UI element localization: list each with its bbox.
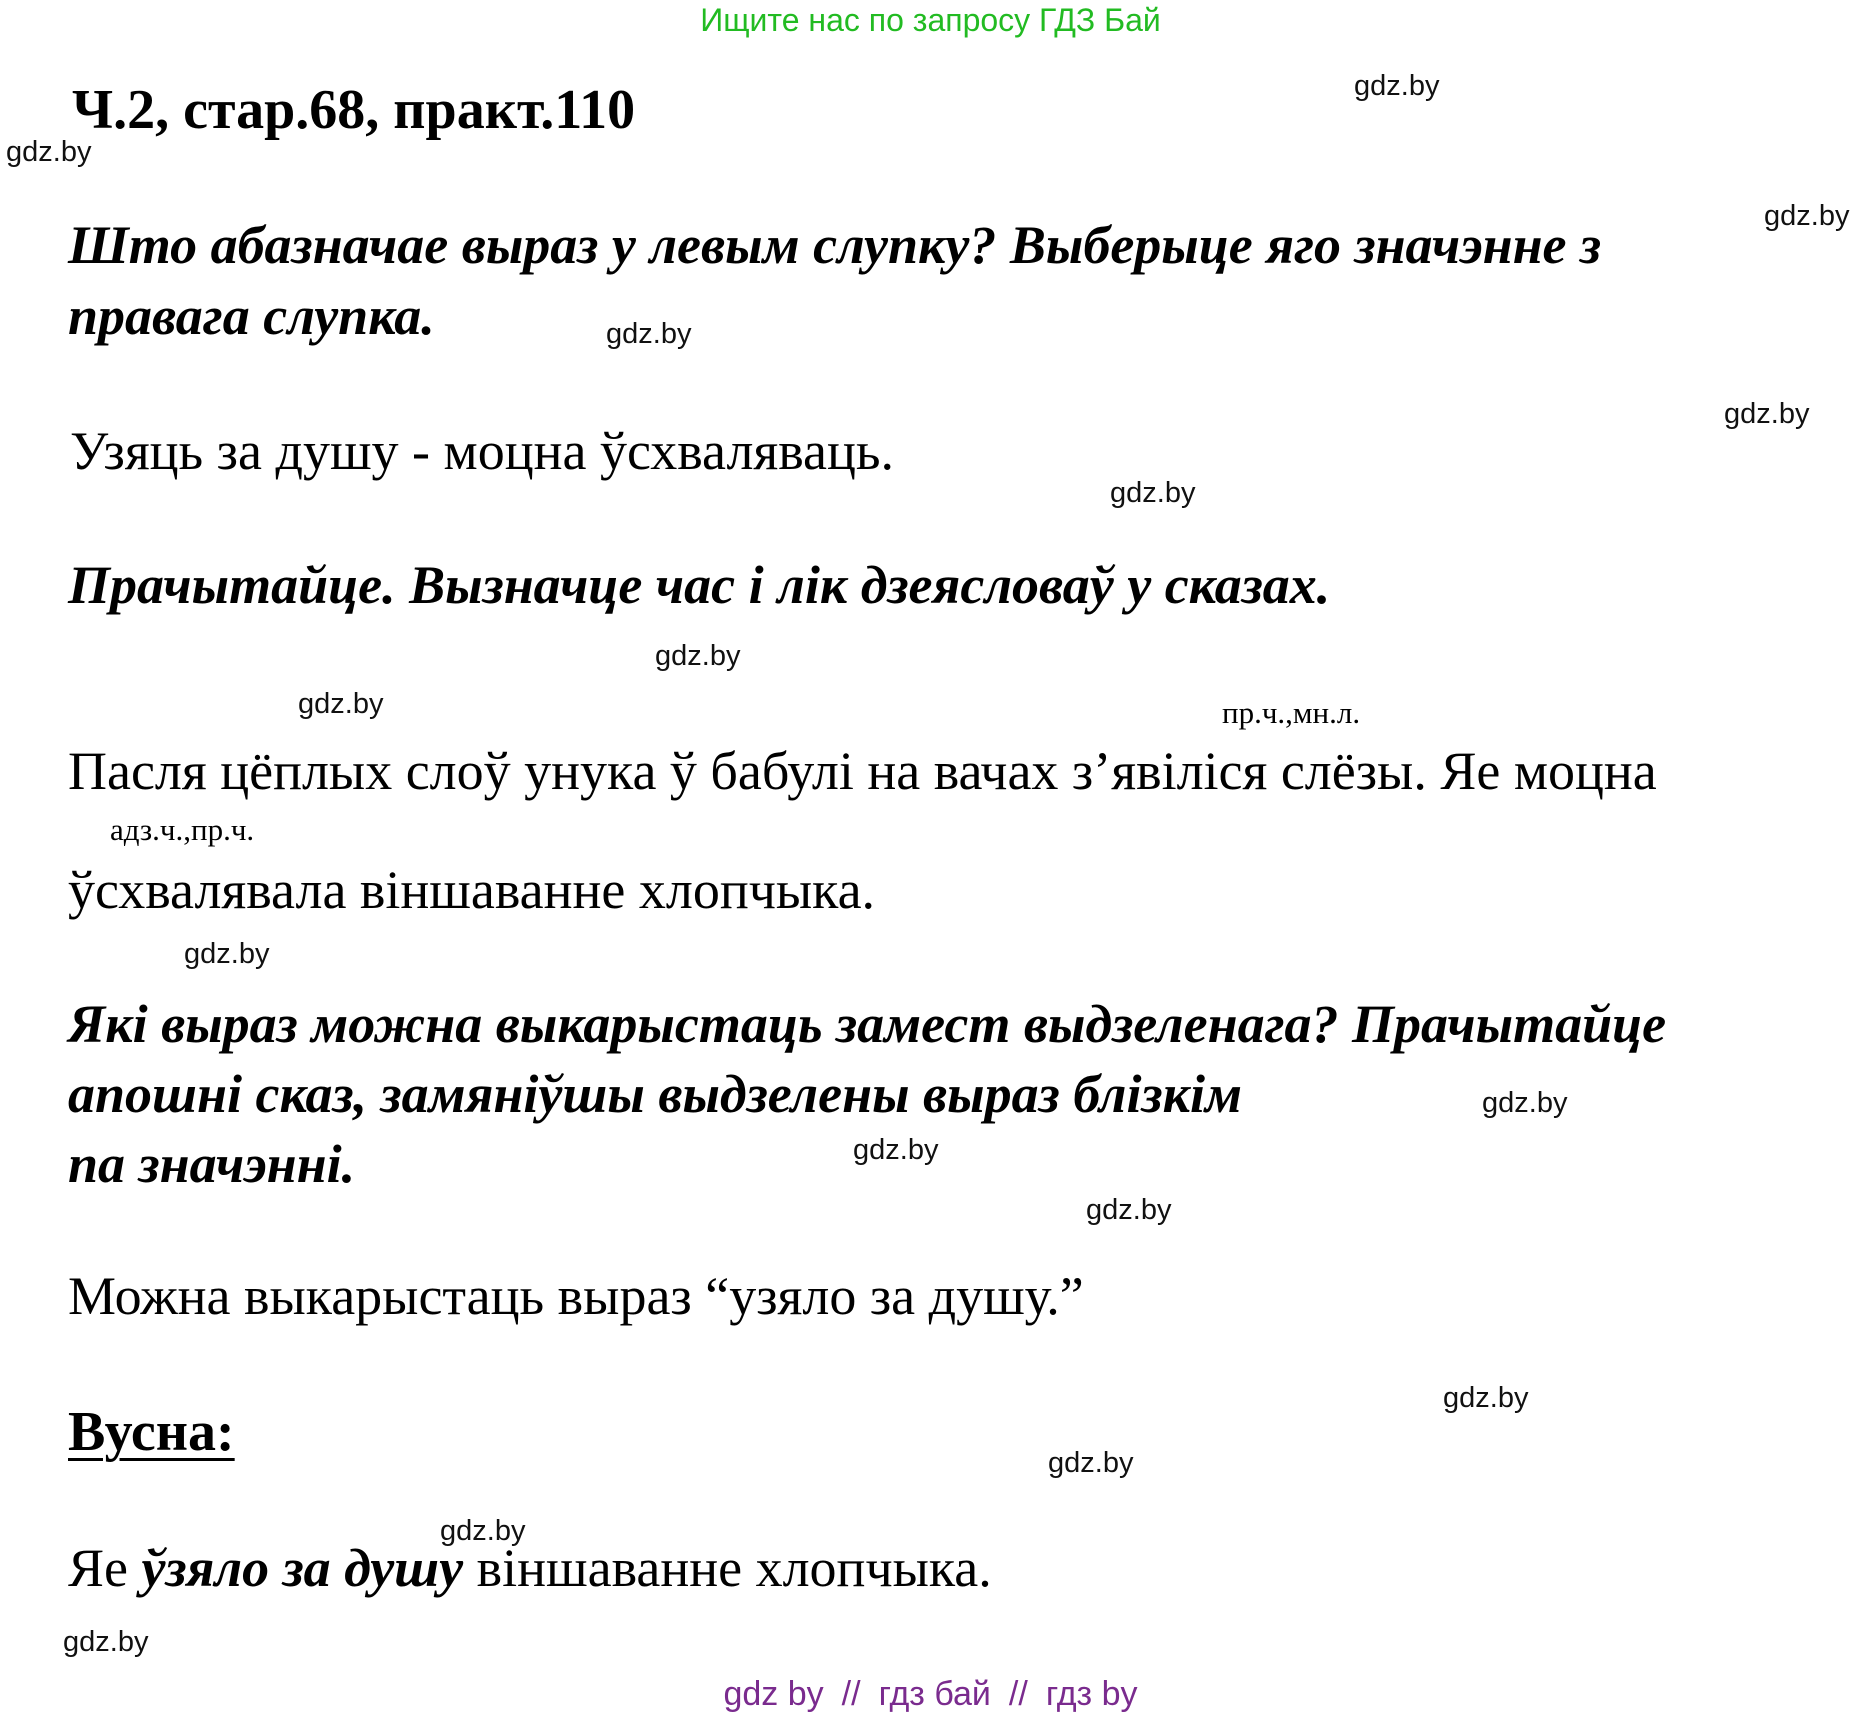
watermark: gdz.by [606, 318, 692, 350]
watermark: gdz.by [1086, 1194, 1172, 1226]
annotation-tense-number-1: пр.ч.,мн.л. [1222, 695, 1361, 730]
watermark: gdz.by [440, 1515, 526, 1547]
task3-line2: апошні сказ, замяніўшы выдзелены выраз блізкім [68, 1064, 1242, 1124]
task3-line3: па значэнні. [68, 1134, 356, 1194]
watermark: gdz.by [853, 1134, 939, 1166]
watermark: gdz.by [6, 136, 92, 168]
footer-separator: // [1008, 1675, 1028, 1713]
page-title: Ч.2, стар.68, практ.110 [72, 79, 636, 141]
task1-line2: правага слупка. [68, 286, 435, 346]
sentence1-text: Пасля цёплых слоў унука ў бабулі на вачах з’явіліся слёзы. Яе моцна [68, 741, 1657, 801]
watermark: gdz.by [1724, 398, 1810, 430]
watermark: gdz.by [298, 688, 384, 720]
oral-answer-emphasis: ўзяло за душу [141, 1538, 464, 1598]
oral-answer [68, 1537, 992, 1599]
watermark: gdz.by [1354, 70, 1440, 102]
search-hint-banner: Ищите нас по запросу ГДЗ Бай [700, 2, 1161, 38]
watermark: gdz.by [655, 640, 741, 672]
oral-answer-end: віншаванне хлопчыка. [463, 1538, 992, 1598]
watermark: gdz.by [1482, 1087, 1568, 1119]
annotation-tense-number-2: адз.ч.,пр.ч. [110, 812, 255, 847]
watermark: gdz.by [1048, 1447, 1134, 1479]
answer3-text: Можна выкарыстаць выраз “узяло за душу.” [68, 1266, 1084, 1326]
footer-link-gdz-by[interactable]: gdz by [723, 1675, 824, 1713]
task2-text: Прачытайце. Вызначце час і лік дзеясловаў у сказах. [68, 555, 1331, 615]
footer-link-gdz-bai[interactable]: гдз бай [878, 1675, 991, 1713]
task3-line1: Які выраз можна выкарыстаць замест выдзеленага? Прачытайце [68, 994, 1667, 1054]
oral-answer-start: Яе [68, 1538, 142, 1598]
footer-link-gdz-by-cyr[interactable]: гдз by [1045, 1675, 1138, 1713]
sentence2-text: ўсхвалявала віншаванне хлопчыка. [68, 860, 876, 920]
oral-heading: Вусна: [68, 1401, 235, 1463]
answer1-text: Узяць за душу - моцна ўсхваляваць. [70, 421, 895, 481]
watermark: gdz.by [1764, 200, 1850, 232]
footer-links [0, 1675, 1861, 1714]
watermark: gdz.by [63, 1626, 149, 1658]
watermark: gdz.by [1443, 1382, 1529, 1414]
watermark: gdz.by [1110, 477, 1196, 509]
watermark: gdz.by [184, 938, 270, 970]
footer-separator: // [841, 1675, 861, 1713]
task1-line1: Што абазначае выраз у левым слупку? Выберыце яго значэнне з [68, 215, 1602, 275]
